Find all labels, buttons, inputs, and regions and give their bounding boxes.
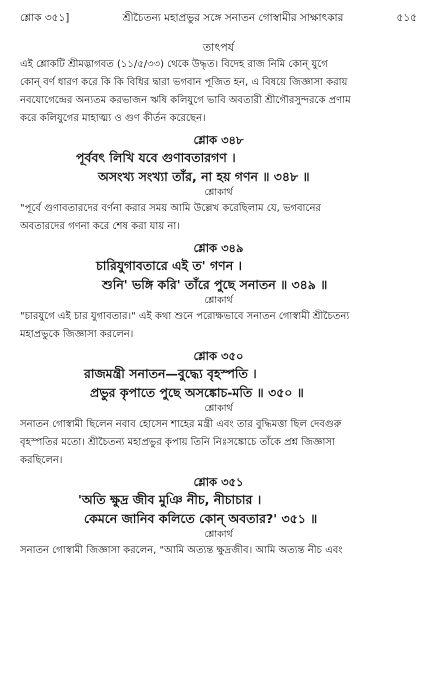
purport-line: কোন্ বর্ণ ধারণ করে কি কি বিধির দ্বারা ভগবান পূজিত হন, এ বিষয়ে জিজ্ঞাসা করায় <box>20 77 348 88</box>
verse-line: প্রভুর কৃপাতে পুছে অসঙ্কোচ-মতি ॥ ৩৫০ ॥ <box>90 385 304 400</box>
purport-line: নবযোগেন্দ্রের অন্যতম করভাজন ঋষি কলিযুগে ভাবি অবতারী শ্রীগৌরসুন্দরকে প্রণাম <box>20 95 351 106</box>
verse-heading: শ্লোক ৩৪৮ <box>193 133 244 147</box>
translation-line: "পূর্বে গুণাবতারদের বর্ণনা করার সময় আমি উল্লেখ করেছিলাম যে, ভগবানের <box>20 203 321 214</box>
verse-line: রাজমন্ত্রী সনাতন—বুদ্ধ্যে বৃহস্পতি । <box>84 366 257 381</box>
translation-line: মহাপ্রভুকে জিজ্ঞাসা করলেন। <box>20 329 134 340</box>
translation-label: শ্লোকার্থ <box>204 187 233 198</box>
translation-line: অবতারদের গণনা করে শেষ করা যায় না। <box>20 221 180 232</box>
verse-line: অসংখ্য সংখ্যা তাঁর, না হয় গণন ॥ ৩৪৮ ॥ <box>98 169 310 184</box>
translation-line: সনাতন গোস্বামী জিজ্ঞাসা করলেন, "আমি অত্যন্ত ক্ষুদ্রজীব। আমি অত্যন্ত নীচ এবং <box>20 545 343 556</box>
header-chapter-title: শ্রীচৈতন্য মহাপ্রভুর সঙ্গে সনাতন গোস্বামীর সাক্ষাৎকার <box>122 12 344 24</box>
verse-line: চারিযুগাবতারে এই ত' গণন । <box>96 258 243 273</box>
translation-label: শ্লোকার্থ <box>204 529 233 540</box>
verse-line: 'অতি ক্ষুদ্র জীব মুঞি নীচ, নীচাচার । <box>78 492 262 507</box>
verse-heading: শ্লোক ৩৪৯ <box>193 241 244 255</box>
translation-label: শ্লোকার্থ <box>204 403 233 414</box>
running-header <box>20 10 417 26</box>
verse-heading: শ্লোক ৩৫১ <box>193 475 244 489</box>
purport-heading: তাৎপর্য <box>202 41 235 54</box>
translation-line: সনাতন গোস্বামী ছিলেন নবাব হোসেন শাহের মন্ত্রী এবং তার বুদ্ধিমত্তা ছিল দেবগুরু <box>20 419 342 430</box>
purport-line: করে কলিযুগের মাহাত্ম্য ও গুণ কীর্তন করেছেন। <box>20 113 206 124</box>
translation-label: শ্লোকার্থ <box>204 295 233 306</box>
translation-line: বৃহস্পতির মতো। শ্রীচৈতন্য মহাপ্রভুর কৃপায় তিনি নিঃসঙ্কোচে তাঁকে প্রশ্ন জিজ্ঞাসা <box>20 437 335 448</box>
translation-line: করছিলেন। <box>20 455 63 466</box>
verse-heading: শ্লোক ৩৫০ <box>193 349 244 363</box>
purport-line: এই শ্লোকটি শ্রীমদ্ভাগবত (১১/৫/৩৩) থেকে উদ্ধৃত। বিদেহ রাজ নিমি কোন্ যুগে <box>20 59 328 70</box>
header-verse-ref: শ্লোক ৩৫১] <box>20 12 70 24</box>
header-page-number: ৫১৫ <box>396 12 417 24</box>
verse-line: কেমনে জানিব কলিতে কোন্ অবতার?' ৩৫১ ॥ <box>84 511 318 526</box>
verse-line: পূর্ববৎ লিখি যবে গুণাবতারগণ । <box>76 150 236 165</box>
verse-line: শুনি' ভঙ্গি করি' তাঁরে পুছে সনাতন ॥ ৩৪৯ ॥ <box>102 277 328 292</box>
translation-line: "চারযুগে এই চার যুগাবতার।" এই কথা শুনে পরোক্ষভাবে সনাতন গোস্বামী শ্রীচৈতন্য <box>20 311 350 322</box>
